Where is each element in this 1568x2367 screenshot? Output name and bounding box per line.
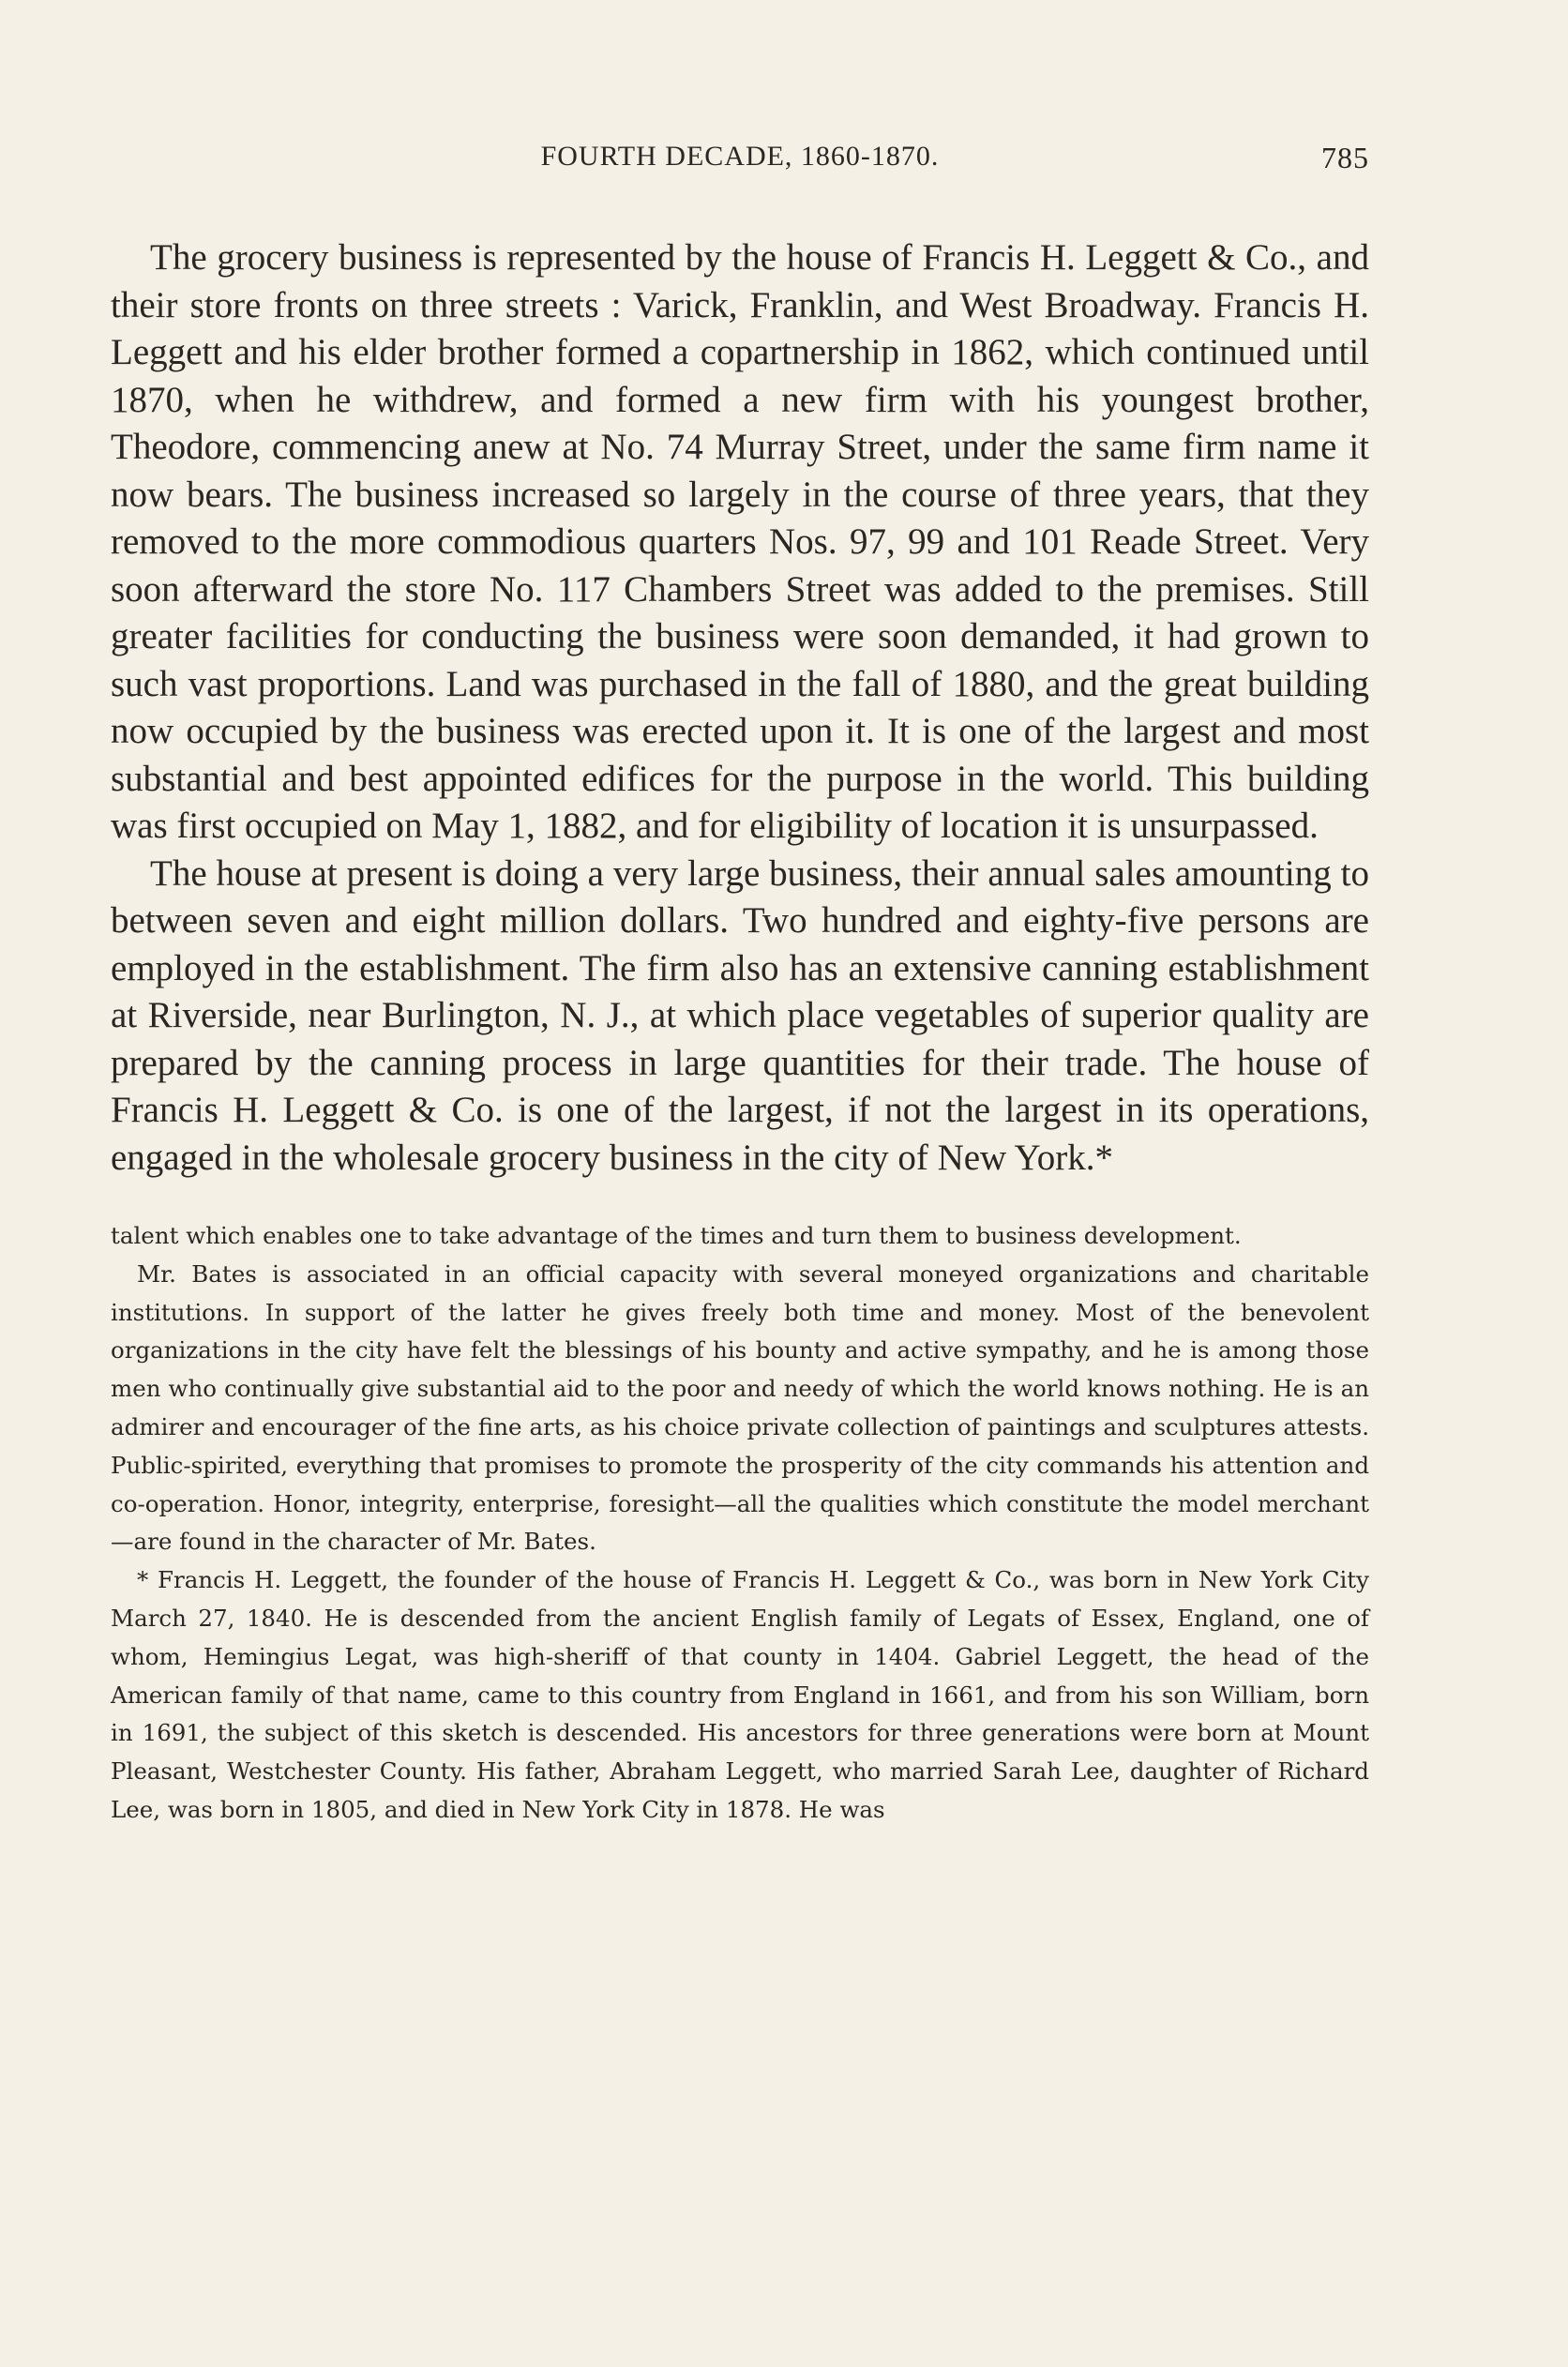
footnote-continuation: talent which enables one to take advantage of the times and turn them to business development. <box>111 1222 1242 1249</box>
footnotes <box>111 1217 1369 1830</box>
running-title: FOURTH DECADE, 1860-1870. <box>540 141 940 172</box>
paragraph-leggett-house: The house at present is doing a very large business, their annual sales amounting to between seven and eight million dollars. Two hundred and eighty-five persons are employed in the establishment. The firm also has an extensive canning establishment at Riverside, near Burlington, N. J., at which place vegetables of superior quality are prepared by the canning process in large quantities for their trade. The house of Francis H. Leggett & Co. is one of the largest, if not the largest in its operations, engaged in the wholesale grocery business in the city of New York.* <box>111 852 1369 1178</box>
main-text <box>111 234 1369 1182</box>
paragraph-leggett-business: The grocery business is represented by the house of Francis H. Leggett & Co., and their store fronts on three streets : Varick, Franklin, and West Broadway. Francis H. Leggett and his elder brother formed a copartnership in 1862, which continued until 1870, when he withdrew, and formed a new firm with his youngest brother, Theodore, commencing anew at No. 74 Murray Street, under the same firm name it now bears. The business increased so largely in the course of three years, that they removed to the more commodious quarters Nos. 97, 99 and 101 Reade Street. Very soon afterward the store No. 117 Chambers Street was added to the premises. Still greater facilities for conducting the business were soon demanded, it had grown to such vast proportions. Land was purchased in the fall of 1880, and the great building now occupied by the business was erected upon it. It is one of the largest and most substantial and best appointed edifices for the purpose in the world. This building was first occupied on May 1, 1882, and for eligibility of location it is unsurpassed. <box>111 237 1369 846</box>
footnote-leggett: * Francis H. Leggett, the founder of the house of Francis H. Leggett & Co., was born in New York City March 27, 1840. He is descended from the ancient English family of Legats of Essex, England, one of whom, Hemingius Legat, was high-sheriff of that county in 1404. Gabriel Leggett, the head of the American family of that name, came to this country from England in 1661, and from his son William, born in 1691, the subject of this sketch is descended. His ancestors for three generations were born at Mount Pleasant, Westchester County. His father, Abraham Leggett, who married Sarah Lee, daughter of Richard Lee, was born in 1805, and died in New York City in 1878. He was <box>111 1566 1369 1823</box>
book-page <box>111 131 1369 1830</box>
running-head <box>111 131 1369 188</box>
page-number: 785 <box>1321 141 1369 174</box>
footnote-bates: Mr. Bates is associated in an official capacity with several moneyed organizations and charitable institutions. In support of the latter he gives freely both time and money. Most of the benevolent organizations in the city have felt the blessings of his bounty and active sympathy, and he is among those men who continually give substantial aid to the poor and needy of which the world knows nothing. He is an admirer and encourager of the fine arts, as his choice private collection of paintings and sculptures attests. Public-spirited, everything that promises to promote the prosperity of the city commands his attention and co-operation. Honor, integrity, enterprise, foresight—all the qualities which constitute the model merchant—are found in the character of Mr. Bates. <box>111 1259 1369 1556</box>
